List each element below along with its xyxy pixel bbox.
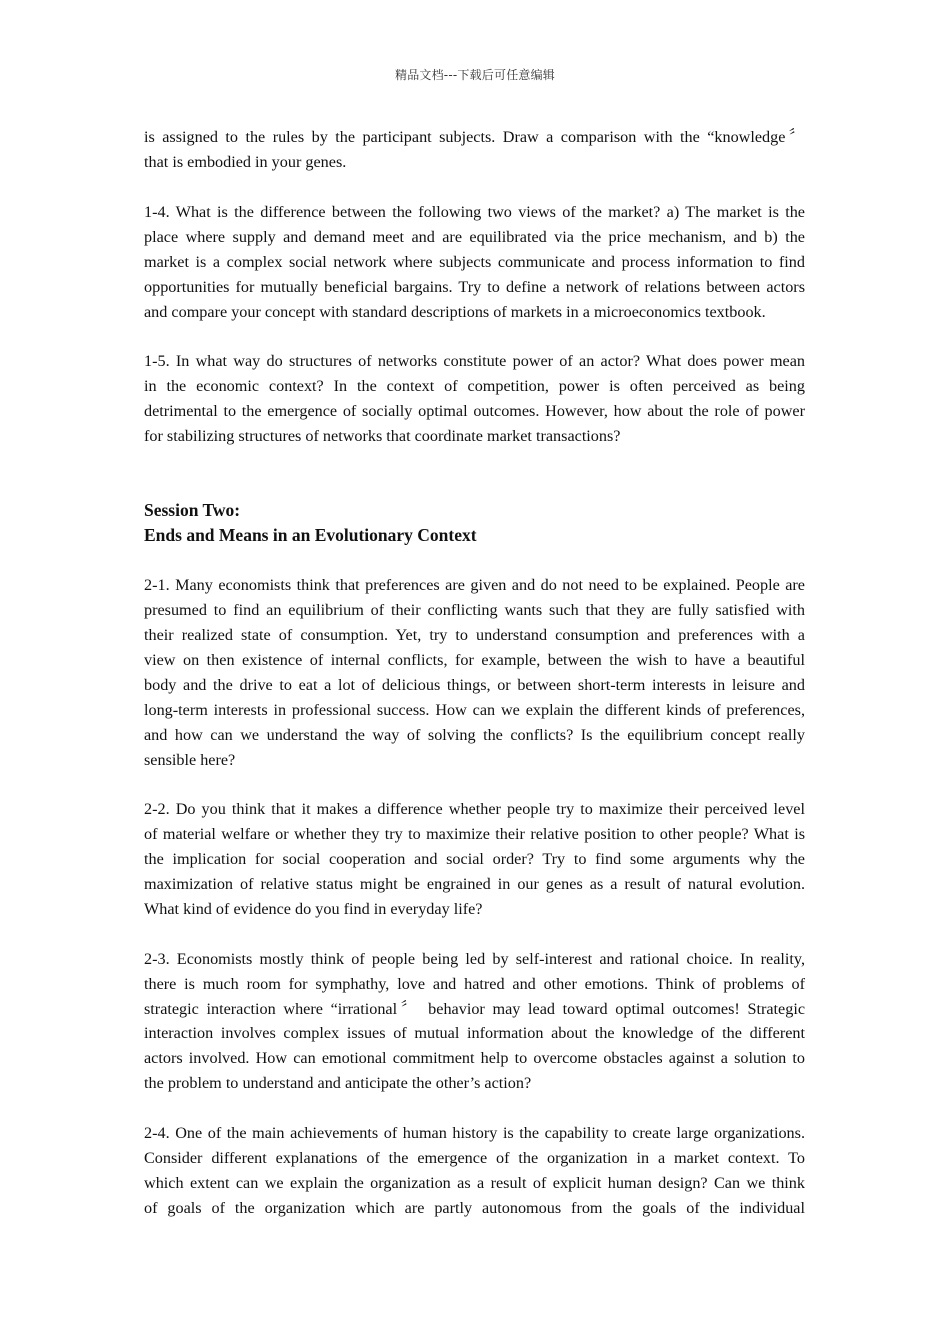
text-line: their realized state of consumption. Yet, try to understand consumption and preferences with a [144, 626, 805, 644]
text-line: maximization of relative status might be engrained in our genes as a result of natural evolution. [144, 875, 805, 893]
text-line: is assigned to the rules by the participant subjects. Draw a comparison with the “knowledge〞 [144, 128, 805, 146]
text-line: market is a complex social network where subjects communicate and process information to find [144, 253, 805, 271]
text-line: view on then existence of internal conflicts, for example, between the wish to have a beautiful [144, 651, 805, 669]
text-line: actors involved. How can emotional commitment help to overcome obstacles against a solution to [144, 1049, 805, 1067]
text-line: 1-5. In what way do structures of networks constitute power of an actor? What does power mean [144, 352, 805, 370]
text-line: long-term interests in professional success. How can we explain the different kinds of preferences, [144, 701, 805, 719]
text-line: place where supply and demand meet and are equilibrated via the price mechanism, and b) the [144, 228, 805, 246]
text-line: 2-2. Do you think that it makes a difference whether people try to maximize their perceived level [144, 800, 805, 818]
text-line: Consider different explanations of the emergence of the organization in a market context. To [144, 1149, 805, 1167]
text-line: for stabilizing structures of networks that coordinate market transactions? [144, 427, 621, 445]
text-line: interaction involves complex issues of mutual information about the knowledge of the different [144, 1024, 805, 1042]
text-line: that is embodied in your genes. [144, 153, 347, 171]
text-line: there is much room for symphathy, love and hatred and other emotions. Think of problems of [144, 975, 805, 993]
text-line: and how can we understand the way of solving the conflicts? Is the equilibrium concept really [144, 726, 805, 744]
session-title: Session Two: [144, 500, 241, 520]
text-line: of goals of the organization which are partly autonomous from the goals of the individual [144, 1199, 805, 1217]
text-line: opportunities for mutually beneficial bargains. Try to define a network of relations between actors [144, 278, 805, 296]
text-line: the problem to understand and anticipate the other’s action? [144, 1074, 532, 1092]
text-line: What kind of evidence do you find in everyday life? [144, 900, 483, 918]
text-line: and compare your concept with standard descriptions of markets in a microeconomics textbook. [144, 303, 766, 321]
text-line: the implication for social cooperation and social order? Try to find some arguments why the [144, 850, 805, 868]
text-line: body and the drive to eat a lot of delicious things, or between short-term interests in leisure and [144, 676, 805, 694]
text-line: 2-3. Economists mostly think of people being led by self-interest and rational choice. In reality, [144, 950, 805, 968]
text-line: which extent can we explain the organization as a result of explicit human design? Can we think [144, 1174, 805, 1192]
text-line: 2-4. One of the main achievements of human history is the capability to create large organizations. [144, 1124, 805, 1142]
text-line: 1-4. What is the difference between the following two views of the market? a) The market is the [144, 203, 805, 221]
session-subtitle: Ends and Means in an Evolutionary Context [144, 525, 477, 545]
text-line: presumed to find an equilibrium of their conflicting wants such that they are fully satisfied with [144, 601, 805, 619]
text-line: strategic interaction where “irrational〞 behavior may lead toward optimal outcomes! Strategic [144, 1000, 805, 1018]
page-header-watermark: 精品文档---下载后可任意编辑 [395, 68, 555, 82]
text-line: in the economic context? In the context of competition, power is often perceived as being [144, 377, 805, 395]
text-line: sensible here? [144, 751, 236, 769]
text-line: detrimental to the emergence of socially optimal outcomes. However, how about the role of power [144, 402, 805, 420]
text-line: 2-1. Many economists think that preferences are given and do not need to be explained. People are [144, 576, 805, 594]
text-line: of material welfare or whether they try to maximize their relative position to other people? What is [144, 825, 805, 843]
